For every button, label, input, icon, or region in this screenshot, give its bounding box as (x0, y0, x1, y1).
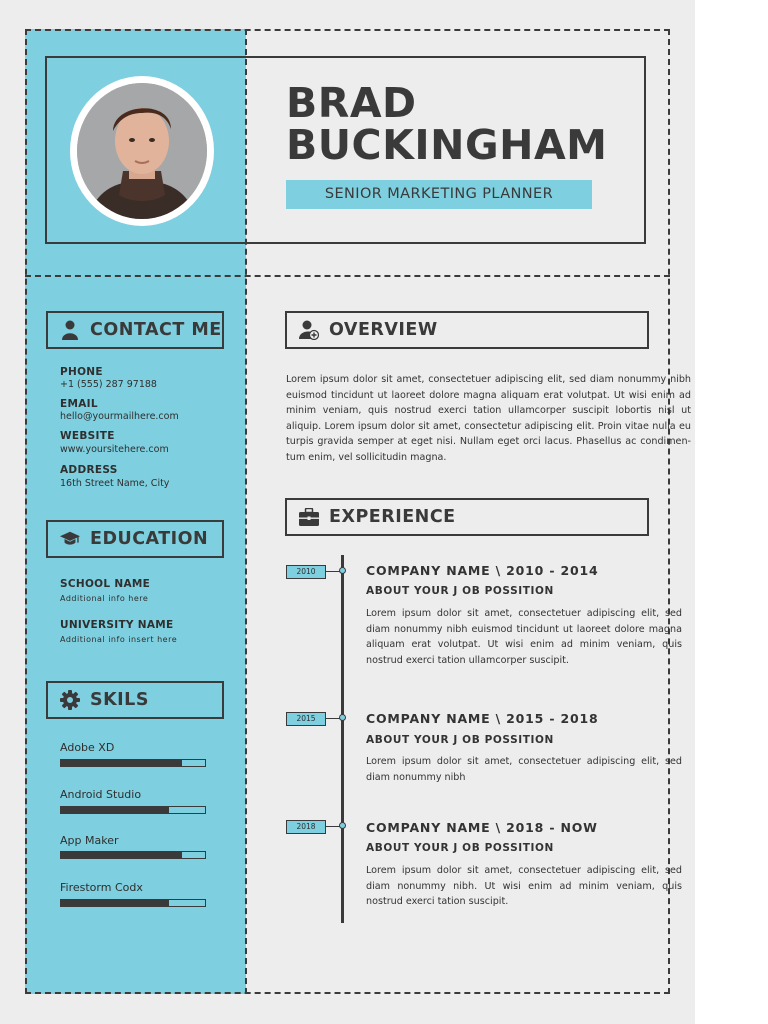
user-add-icon (299, 320, 319, 340)
university-info: Additional info insert here (60, 635, 178, 644)
job-position: ABOUT YOUR J OB POSSITION (366, 734, 554, 746)
first-name: BRAD (286, 79, 417, 127)
overview-text: Lorem ipsum dolor sit amet, consectetuer adipiscing elit, sed diam nonummy nibh euismod tincidunt ut laoreet dolore magna aliquam erat volutpat. Ut wisi enim ad minim veniam, quis nostrud exerci tation ullamcorper suscipit lobortis nisl ut aliquip. Lorem ipsum dolor sit amet, consectetur adipiscing elit. Proin vitae nulla eu turpis gravida semper at eget nisi. Nullam eget orci lacus. Phasellus ac condimen-tum enim, vel sollicitudin magna. (286, 374, 691, 463)
job-title-banner: SENIOR MARKETING PLANNER (286, 180, 592, 209)
job-description: Lorem ipsum dolor sit amet, consectetuer adipiscing elit, sed diam nonummy nibh (366, 756, 682, 783)
timeline-dot (339, 567, 346, 574)
skill-label: App Maker (60, 834, 119, 847)
website-value: www.yoursitehere.com (60, 444, 169, 455)
skill-fill (61, 900, 169, 906)
gear-icon (60, 690, 80, 710)
email-label: EMAIL (60, 398, 98, 410)
job-position: ABOUT YOUR J OB POSSITION (366, 585, 554, 597)
skills-heading: SKILS (90, 690, 149, 710)
skill-bar (60, 759, 206, 767)
skill-bar (60, 899, 206, 907)
briefcase-icon (299, 507, 319, 527)
experience-heading: EXPERIENCE (329, 507, 456, 527)
skill-bar (60, 851, 206, 859)
skills-heading-box (46, 681, 224, 719)
education-heading-box (46, 520, 224, 558)
university-name: UNIVERSITY NAME (60, 619, 174, 631)
skill-label: Firestorm Codx (60, 881, 143, 894)
contact-heading-box (46, 311, 224, 349)
graduation-cap-icon (60, 529, 80, 549)
job-description: Lorem ipsum dolor sit amet, consectetuer adipiscing elit, sed diam nonummy nibh. Ut wisi enim ad minim veniam, quis nostrud exerci tation suscipit. (366, 865, 682, 908)
timeline-dot (339, 822, 346, 829)
job-company-title: COMPANY NAME \ 2018 - NOW (366, 820, 598, 835)
skill-fill (61, 807, 169, 813)
experience-heading-box (285, 498, 649, 536)
candidate-name (286, 79, 608, 169)
phone-value: +1 (555) 287 97188 (60, 379, 157, 390)
job-position: ABOUT YOUR J OB POSSITION (366, 842, 554, 854)
education-heading: EDUCATION (90, 529, 209, 549)
overview-heading: OVERVIEW (329, 320, 438, 340)
website-label: WEBSITE (60, 430, 115, 442)
last-name: BUCKINGHAM (286, 121, 608, 169)
skill-label: Android Studio (60, 788, 142, 801)
year-tag: 2010 (286, 565, 326, 579)
job-company-title: COMPANY NAME \ 2010 - 2014 (366, 563, 599, 578)
address-value: 16th Street Name, City (60, 478, 170, 489)
email-value: hello@yourmailhere.com (60, 411, 179, 422)
skill-fill (61, 760, 182, 766)
job-description: Lorem ipsum dolor sit amet, consectetuer adipiscing elit, sed diam nonummy nibh euismod tincidunt ut laoreet dolore magna aliquam erat volutpat. Ut wisi enim ad minim veniam, quis nostrud exerci tation ullamcorper suscipit. (366, 608, 682, 666)
skill-bar (60, 806, 206, 814)
timeline-dot (339, 714, 346, 721)
profile-photo (77, 83, 207, 219)
person-icon (60, 320, 80, 340)
phone-label: PHONE (60, 366, 103, 378)
school-name: SCHOOL NAME (60, 578, 151, 590)
year-tag: 2015 (286, 712, 326, 726)
skill-fill (61, 852, 182, 858)
address-label: ADDRESS (60, 464, 118, 476)
timeline-line (341, 555, 344, 923)
overview-heading-box (285, 311, 649, 349)
dashed-divider-horizontal (25, 275, 670, 277)
year-tag: 2018 (286, 820, 326, 834)
skill-label: Adobe XD (60, 741, 115, 754)
contact-heading: CONTACT ME (90, 320, 222, 340)
school-info: Additional info here (60, 594, 149, 603)
job-company-title: COMPANY NAME \ 2015 - 2018 (366, 711, 599, 726)
